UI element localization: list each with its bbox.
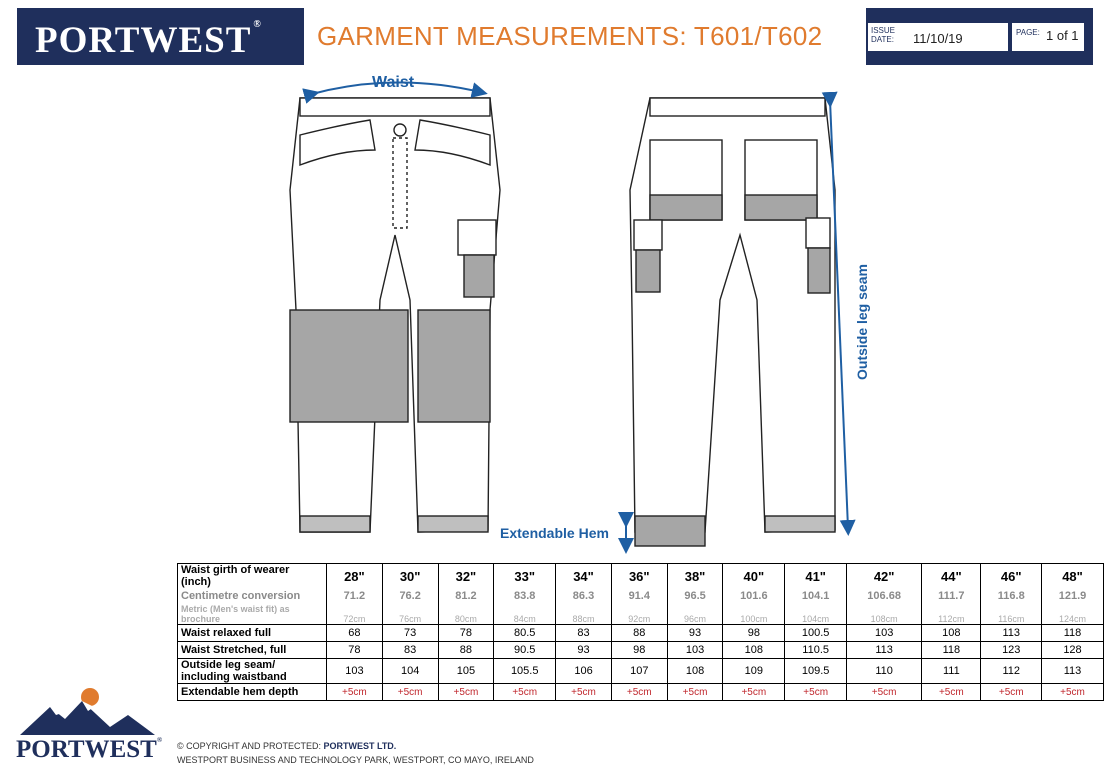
metric-cell: 124cm (1042, 604, 1104, 625)
metric-cell: 80cm (438, 604, 494, 625)
table-row-relaxed (178, 625, 1104, 642)
cm-cell: 91.4 (611, 588, 667, 604)
hem-cell: +5cm (981, 684, 1042, 701)
stretched-cell: 118 (922, 642, 981, 659)
address-line: WESTPORT BUSINESS AND TECHNOLOGY PARK, WESTPORT, CO MAYO, IRELAND (177, 755, 534, 765)
stretched-cell: 88 (438, 642, 494, 659)
stretched-cell: 128 (1042, 642, 1104, 659)
leg-cell: 103 (327, 659, 383, 684)
metric-cell: 76cm (382, 604, 438, 625)
stretched-cell: 103 (667, 642, 723, 659)
cm-cell: 101.6 (723, 588, 785, 604)
table-row-outside-leg (178, 659, 1104, 684)
leg-cell: 108 (667, 659, 723, 684)
relaxed-cell: 98 (723, 625, 785, 642)
leg-cell: 104 (382, 659, 438, 684)
size-cell: 30" (382, 564, 438, 589)
page-label: PAGE: (1016, 28, 1040, 37)
stretched-cell: 93 (556, 642, 612, 659)
relaxed-cell: 68 (327, 625, 383, 642)
metric-cell: 72cm (327, 604, 383, 625)
metric-cell: 104cm (785, 604, 847, 625)
back-view-trousers (630, 98, 835, 546)
leg-cell: 105.5 (494, 659, 556, 684)
stretched-cell: 113 (847, 642, 922, 659)
hem-cell: +5cm (438, 684, 494, 701)
metric-cell: 116cm (981, 604, 1042, 625)
size-cell: 36" (611, 564, 667, 589)
cm-cell: 116.8 (981, 588, 1042, 604)
leg-cell: 107 (611, 659, 667, 684)
metric-cell: 92cm (611, 604, 667, 625)
relaxed-cell: 93 (667, 625, 723, 642)
leg-cell: 112 (981, 659, 1042, 684)
leg-cell: 106 (556, 659, 612, 684)
metric-cell: 84cm (494, 604, 556, 625)
table-row-cm (178, 588, 1104, 604)
relaxed-cell: 113 (981, 625, 1042, 642)
stretched-cell: 110.5 (785, 642, 847, 659)
issue-date-label: ISSUE DATE: (871, 26, 896, 44)
stretched-cell: 78 (327, 642, 383, 659)
copyright-line: © COPYRIGHT AND PROTECTED: PORTWEST LTD. (177, 741, 397, 751)
metric-cell: 96cm (667, 604, 723, 625)
cm-cell: 96.5 (667, 588, 723, 604)
measurement-table (177, 563, 1104, 701)
footer-logo-text: PORTWEST® (16, 736, 163, 763)
hem-cell: +5cm (667, 684, 723, 701)
relaxed-cell: 118 (1042, 625, 1104, 642)
hem-cell: +5cm (785, 684, 847, 701)
table-row-sizes (178, 564, 1104, 589)
relaxed-cell: 103 (847, 625, 922, 642)
metric-cell: 100cm (723, 604, 785, 625)
leg-cell: 109 (723, 659, 785, 684)
hem-cell: +5cm (611, 684, 667, 701)
leg-cell: 105 (438, 659, 494, 684)
cm-cell: 71.2 (327, 588, 383, 604)
cm-cell: 86.3 (556, 588, 612, 604)
size-cell: 28" (327, 564, 383, 589)
stretched-cell: 123 (981, 642, 1042, 659)
relaxed-cell: 78 (438, 625, 494, 642)
row-label: Centimetre conversion (178, 588, 327, 604)
hem-cell: +5cm (922, 684, 981, 701)
cm-cell: 111.7 (922, 588, 981, 604)
hem-cell: +5cm (327, 684, 383, 701)
stretched-cell: 108 (723, 642, 785, 659)
size-cell: 42" (847, 564, 922, 589)
stretched-cell: 98 (611, 642, 667, 659)
front-view-trousers (290, 98, 500, 532)
relaxed-cell: 80.5 (494, 625, 556, 642)
row-label: Outside leg seam/ including waistband (178, 659, 327, 684)
cm-cell: 83.8 (494, 588, 556, 604)
hem-cell: +5cm (723, 684, 785, 701)
size-cell: 41" (785, 564, 847, 589)
row-label: Waist Stretched, full (178, 642, 327, 659)
size-cell: 48" (1042, 564, 1104, 589)
size-cell: 44" (922, 564, 981, 589)
hem-cell: +5cm (556, 684, 612, 701)
relaxed-cell: 100.5 (785, 625, 847, 642)
table-row-hem (178, 684, 1104, 701)
relaxed-cell: 88 (611, 625, 667, 642)
table-row-metric (178, 604, 1104, 625)
size-cell: 34" (556, 564, 612, 589)
leg-cell: 110 (847, 659, 922, 684)
relaxed-cell: 108 (922, 625, 981, 642)
row-label: Waist relaxed full (178, 625, 327, 642)
hem-cell: +5cm (494, 684, 556, 701)
size-cell: 38" (667, 564, 723, 589)
outside-leg-label: Outside leg seam (854, 264, 870, 380)
cm-cell: 76.2 (382, 588, 438, 604)
document-title: GARMENT MEASUREMENTS: T601/T602 (317, 21, 823, 51)
leg-cell: 113 (1042, 659, 1104, 684)
stretched-cell: 90.5 (494, 642, 556, 659)
hem-cell: +5cm (382, 684, 438, 701)
row-label: Metric (Men's waist fit) as brochure (178, 604, 327, 625)
size-cell: 32" (438, 564, 494, 589)
issue-date-value: 11/10/19 (913, 31, 963, 46)
brand-logo: PORTWEST ® (35, 19, 262, 61)
hem-cell: +5cm (1042, 684, 1104, 701)
page-value: 1 of 1 (1046, 28, 1079, 43)
leg-cell: 109.5 (785, 659, 847, 684)
relaxed-cell: 83 (556, 625, 612, 642)
cm-cell: 106.68 (847, 588, 922, 604)
metric-cell: 108cm (847, 604, 922, 625)
relaxed-cell: 73 (382, 625, 438, 642)
metric-cell: 112cm (922, 604, 981, 625)
table-row-stretched (178, 642, 1104, 659)
row-label: Waist girth of wearer (inch) (178, 564, 327, 589)
cm-cell: 81.2 (438, 588, 494, 604)
row-label: Extendable hem depth (178, 684, 327, 701)
stretched-cell: 83 (382, 642, 438, 659)
cm-cell: 104.1 (785, 588, 847, 604)
extendable-hem-label: Extendable Hem (500, 525, 609, 541)
leg-cell: 111 (922, 659, 981, 684)
size-cell: 46" (981, 564, 1042, 589)
hem-cell: +5cm (847, 684, 922, 701)
waist-label: Waist (372, 74, 415, 91)
size-cell: 40" (723, 564, 785, 589)
size-cell: 33" (494, 564, 556, 589)
cm-cell: 121.9 (1042, 588, 1104, 604)
metric-cell: 88cm (556, 604, 612, 625)
